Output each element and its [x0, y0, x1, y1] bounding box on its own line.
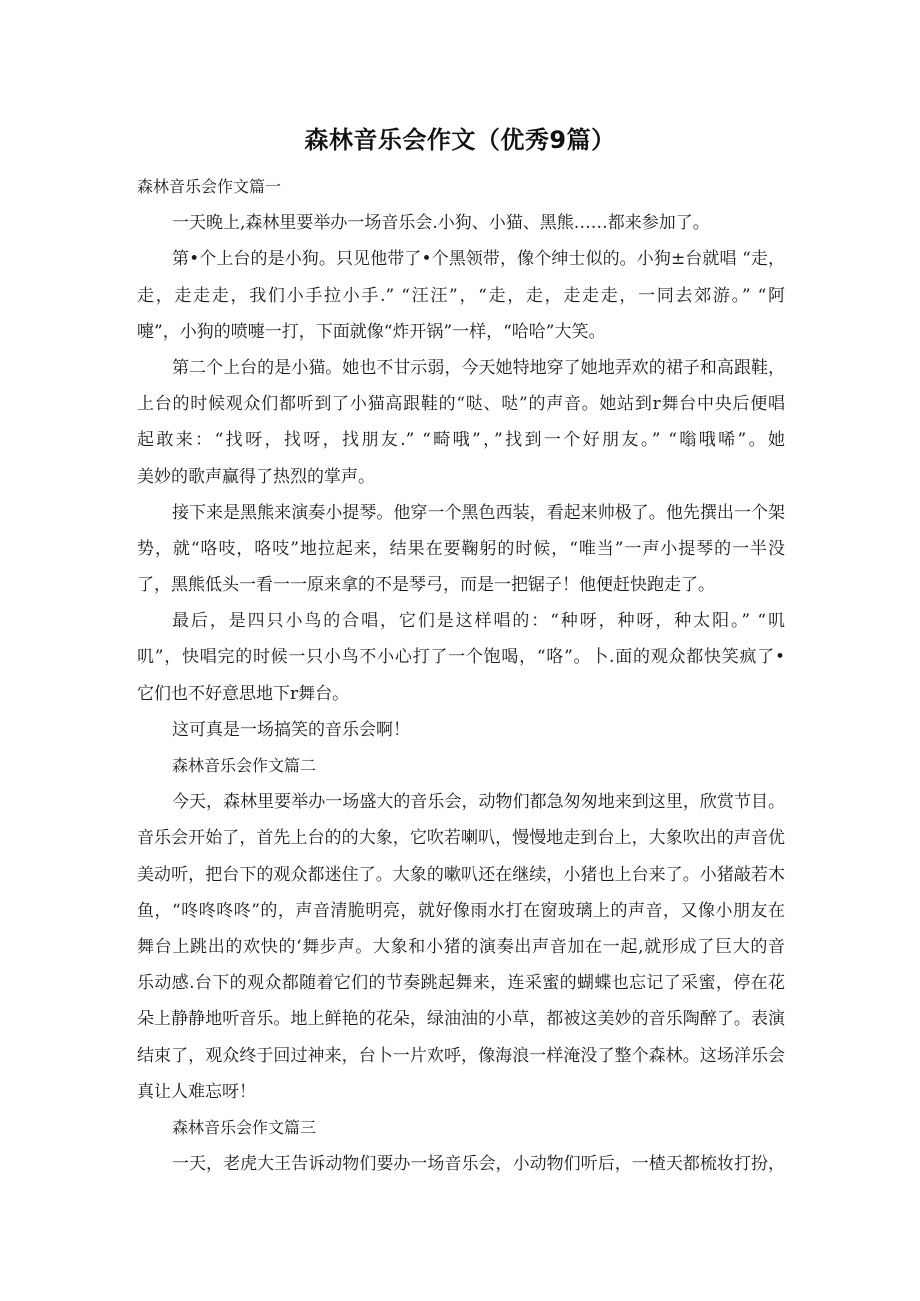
section-heading-1: 森林音乐会作文篇一 — [137, 177, 282, 196]
paragraph-line: 今天，森林里要举办一场盛大的音乐会，动物们都急匆匆地来到这里，欣赏节目。 — [172, 792, 785, 813]
paragraph-line: 一天晚上,森林里要举办一场音乐会.小狗、小猫、黑熊……都来参加了。 — [172, 213, 710, 234]
document-title: 森林音乐会作文（优秀9篇） — [304, 126, 616, 154]
paragraph-line: 势，就“咯吱，咯吱”地拉起来，结果在要鞠躬的时候，“唯当”一声小提琴的一半没 — [137, 538, 785, 559]
paragraph-line: 真让人难忘呀！ — [137, 1081, 256, 1102]
paragraph-line: 朵上静静地听音乐。地上鲜艳的花朵，绿油油的小草，都被这美妙的音乐陶醉了。表演 — [137, 1009, 785, 1030]
paragraph-line: 结束了，观众终于回过神来，台卜一片欢呼，像海浪一样淹没了整个森林。这场洋乐会 — [137, 1045, 785, 1066]
paragraph-line: 美动听，把台下的观众都迷住了。大象的嗽叭还在继续，小猪也上台来了。小猪敲若木 — [137, 864, 785, 885]
paragraph-line: 这可真是一场搞笑的音乐会啊！ — [172, 719, 410, 740]
paragraph-line: 它们也不好意思地下r舞台。 — [137, 683, 350, 704]
paragraph-line: 美妙的歌声赢得了热烈的掌声。 — [137, 466, 375, 487]
section-heading-3: 森林音乐会作文篇三 — [172, 1117, 317, 1137]
paragraph-line: 鱼，“咚咚咚咚”的，声音清脆明亮，就好像雨水打在窗玻璃上的声音，又像小朋友在 — [137, 900, 785, 921]
paragraph-line: 走，走走走，我们小手拉小手.” “汪汪”，“走，走，走走走，一同去郊游。” “阿 — [137, 285, 785, 306]
paragraph-line: 第•个上台的是小狗。只见他带了•个黑领带，像个绅士似的。小狗±台就唱 “走， — [172, 249, 785, 270]
paragraph-line: 了，黑熊低头一看一一原来拿的不是琴弓，而是一把锯子！他便赶快跑走了。 — [137, 575, 715, 596]
document-body — [137, 169, 785, 1182]
paragraph-line: 叽”，快唱完的时候一只小鸟不小心打了一个饱喝，“咯”。卜.面的观众都快笑疯了• — [137, 647, 785, 668]
paragraph-line: 舞台上跳出的欢快的‘舞步声。大象和小猪的演奏出声音加在一起,就形成了巨大的音 — [137, 936, 785, 957]
paragraph-line: 第二个上台的是小猫。她也不甘示弱，今天她特地穿了她地弄欢的裙子和高跟鞋， — [172, 357, 785, 378]
paragraph-line: 一天，老虎大王告诉动物们要办一场音乐会，小动物们听后，一楂天都梳妆打扮， — [172, 1154, 785, 1175]
paragraph-line: 音乐会开始了，首先上台的的大象，它吹若喇叭，慢慢地走到台上，大象吹出的声音优 — [137, 828, 785, 849]
paragraph-line: 上台的时候观众们都听到了小猫高跟鞋的“哒、哒”的声音。她站到r舞台中央后便唱 — [137, 394, 785, 415]
paragraph-line: 嚏”，小狗的喷嚏一打，下面就像“炸开锅”一样，“哈哈”大笑。 — [137, 321, 606, 342]
paragraph-line: 起敢来：“找呀，找呀，找朋友.” “畸哦”，”找到一个好朋友。” “嗡哦唏”。她 — [137, 430, 785, 451]
paragraph-line: 最后，是四只小鸟的合唱，它们是这样唱的：“种呀，种呀，种太阳。” “叽 — [172, 611, 785, 632]
paragraph-line: 接下来是黑熊来演奏小提琴。他穿一个黑色西装，看起来帅极了。他先撰出一个架 — [172, 502, 785, 523]
paragraph-line: 乐动感.台下的观众都随着它们的节奏跳起舞来，连采蜜的蝴蝶也忘记了采蜜，停在花 — [137, 973, 785, 994]
section-heading-2: 森林音乐会作文篇二 — [172, 756, 317, 775]
